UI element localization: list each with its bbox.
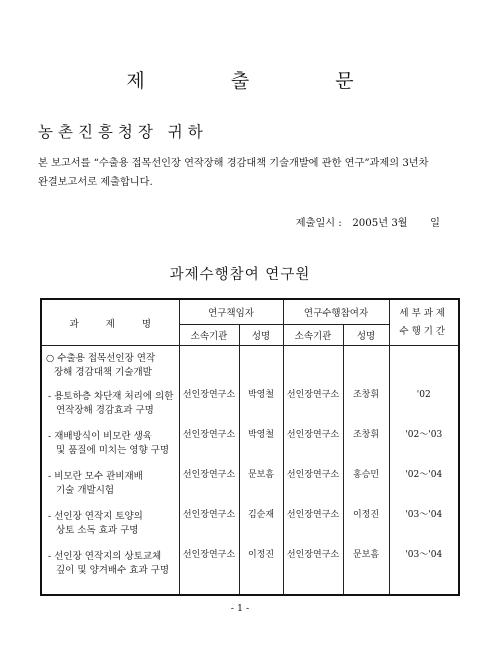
document-title: 제 출 문 [126,70,394,92]
addressee: 농촌진흥청장 귀하 [38,123,208,141]
subproject-4: - 선인장 연작지 토양의 상토 소독 효과 구명 [48,511,143,536]
project-list [41,346,179,596]
header-part-org: 소속기관 [283,325,343,346]
header-project: 과 제 명 [41,299,179,346]
lead-name-column: 박영철 박영철 문보흠 김순재 이정진 [239,346,283,596]
subproject-5: - 선인장 연작지의 상토교체 깊이 및 양겨배수 효과 구명 [48,551,170,576]
part-org-column: 선인장연구소 선인장연구소 선인장연구소 선인장연구소 선인장연구소 [283,346,343,596]
section-title: 과제수행참여 연구원 [169,267,311,283]
header-lead-name: 성명 [239,325,283,346]
period-column: '02 '02～'03 '02～'04 '03～'04 '03～'04 [389,346,459,596]
date-value: 2005년 3월 [352,218,408,229]
header-period: 세부과제 수행기간 [389,299,459,346]
header-lead-org: 소속기관 [179,325,239,346]
subproject-2: - 재배방식이 비모란 생육 및 품질에 미치는 영향 구명 [48,431,170,456]
header-part-name: 성명 [343,325,389,346]
subproject-3: - 비모란 모수 관비재배 기술 개발시험 [48,471,143,496]
date-label: 제출일시 : [295,218,342,229]
lead-org-column: 선인장연구소 선인장연구소 선인장연구소 선인장연구소 선인장연구소 [179,346,239,596]
header-lead: 연구책임자 [179,299,283,325]
part-name-column: 조창휘 조창휘 홍승민 이정진 문보흠 [343,346,389,596]
researcher-table [40,298,460,596]
subproject-1: - 용토하층 차단재 처리에 의한 연작장해 경감효과 구명 [48,391,174,416]
submission-date [296,214,440,229]
body-paragraph: 본 보고서를 “수출용 접목선인장 연작장해 경감대책 기술개발에 관한 연구”과제의 3년차 완결보고서로 제출합니다. [38,158,429,188]
page-number: - 1 - [230,603,250,614]
date-day: 일 [430,218,440,229]
main-project: ○ 수출용 접목선인장 연작 장해 경감대책 기술개발 [46,353,156,378]
header-participant: 연구수행참여자 [283,299,389,325]
